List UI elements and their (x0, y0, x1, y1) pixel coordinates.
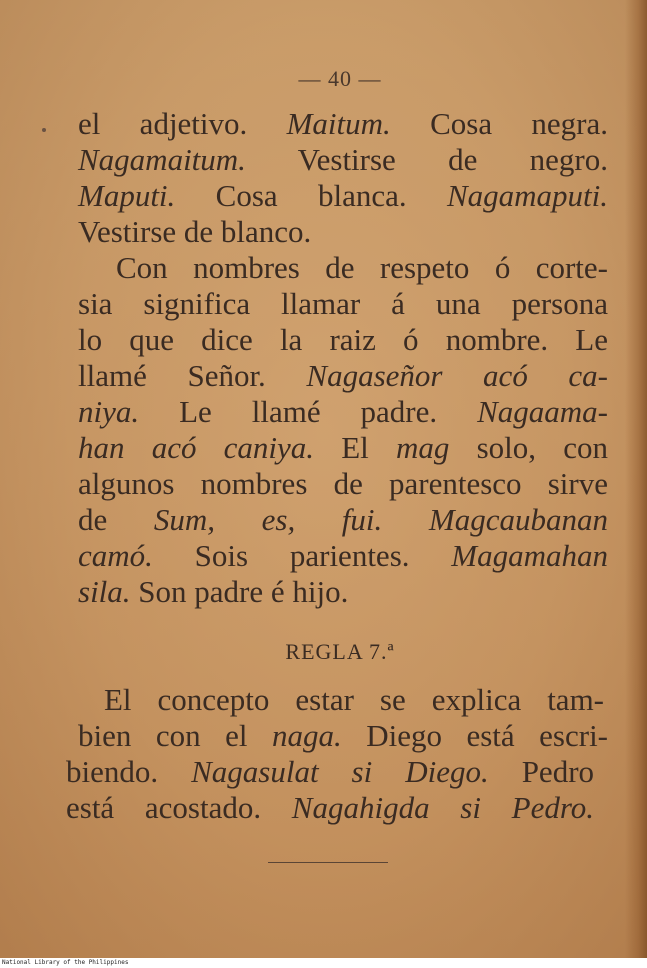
italic-text: mag (396, 430, 450, 465)
roman-text: REGLA 7.ª (285, 639, 395, 664)
library-footer: National Library of the Philippines (0, 958, 647, 968)
roman-text: Cosa negra. (390, 106, 609, 141)
italic-text: han acó caniya. (78, 430, 315, 465)
roman-text: solo, con (449, 430, 608, 465)
text-line-8 (78, 358, 608, 394)
roman-text: algunos nombres de parentesco sirve (78, 466, 608, 501)
roman-text: Cosa blanca. (175, 178, 447, 213)
italic-text: Nagamaputi. (446, 178, 608, 213)
roman-text: Vestirse de blanco. (78, 214, 312, 249)
rule-heading (60, 634, 620, 670)
text-line-4 (78, 214, 608, 250)
closing-rule (268, 862, 388, 863)
text-line-10 (78, 430, 608, 466)
italic-text: Magamahan (451, 538, 608, 573)
text-line-7 (78, 322, 608, 358)
text-line-3 (78, 178, 608, 214)
italic-text: Nagaama- (477, 394, 608, 429)
text-line-11 (78, 466, 608, 502)
roman-text: El (314, 430, 397, 465)
roman-text: bien con el (78, 718, 272, 753)
italic-text: Nagasulat si Diego. (191, 754, 489, 789)
roman-text: lo que dice la raiz ó nombre. Le (78, 322, 608, 357)
text-line-12 (78, 502, 608, 538)
text-line-15 (104, 682, 604, 718)
italic-text: camó. (78, 538, 153, 573)
italic-text: Maputi. (78, 178, 176, 213)
italic-text: Nagaseñor acó ca- (306, 358, 608, 393)
roman-text: sia significa llamar á una persona (78, 286, 608, 321)
text-line-9 (78, 394, 608, 430)
italic-text: Sum, es, fui. Magcaubanan (153, 502, 608, 537)
page-number: — 40 — (298, 66, 382, 91)
roman-text: Pedro (488, 754, 595, 789)
roman-text: El concepto estar se explica tam- (104, 682, 604, 717)
roman-text: está acostado. (66, 790, 292, 825)
roman-text: Con nombres de respeto ó corte- (116, 250, 608, 285)
roman-text: biendo. (66, 754, 192, 789)
roman-text: el adjetivo. (78, 106, 287, 141)
roman-text: Diego está escri- (341, 718, 608, 753)
text-line-2 (78, 142, 608, 178)
text-line-5 (116, 250, 608, 286)
roman-text: Vestirse de negro. (245, 142, 608, 177)
ink-speck (42, 128, 46, 132)
italic-text: sila. (78, 574, 131, 609)
italic-text: Maitum. (286, 106, 391, 141)
italic-text: Nagamaitum. (78, 142, 246, 177)
text-line-17 (66, 754, 594, 790)
text-line-6 (78, 286, 608, 322)
text-line-13 (78, 538, 608, 574)
roman-text: llamé Señor. (78, 358, 307, 393)
text-line-1 (78, 106, 608, 142)
italic-text: niya. (78, 394, 140, 429)
text-line-18 (66, 790, 594, 826)
roman-text: Le llamé padre. (139, 394, 478, 429)
roman-text: Sois parientes. (152, 538, 452, 573)
roman-text: de (78, 502, 154, 537)
text-line-16 (78, 718, 608, 754)
italic-text: Nagahigda si Pedro. (291, 790, 595, 825)
italic-text: naga. (271, 718, 342, 753)
text-line-14 (78, 574, 608, 610)
roman-text: Son padre é hijo. (130, 574, 349, 609)
page-edge-shadow (625, 0, 647, 958)
